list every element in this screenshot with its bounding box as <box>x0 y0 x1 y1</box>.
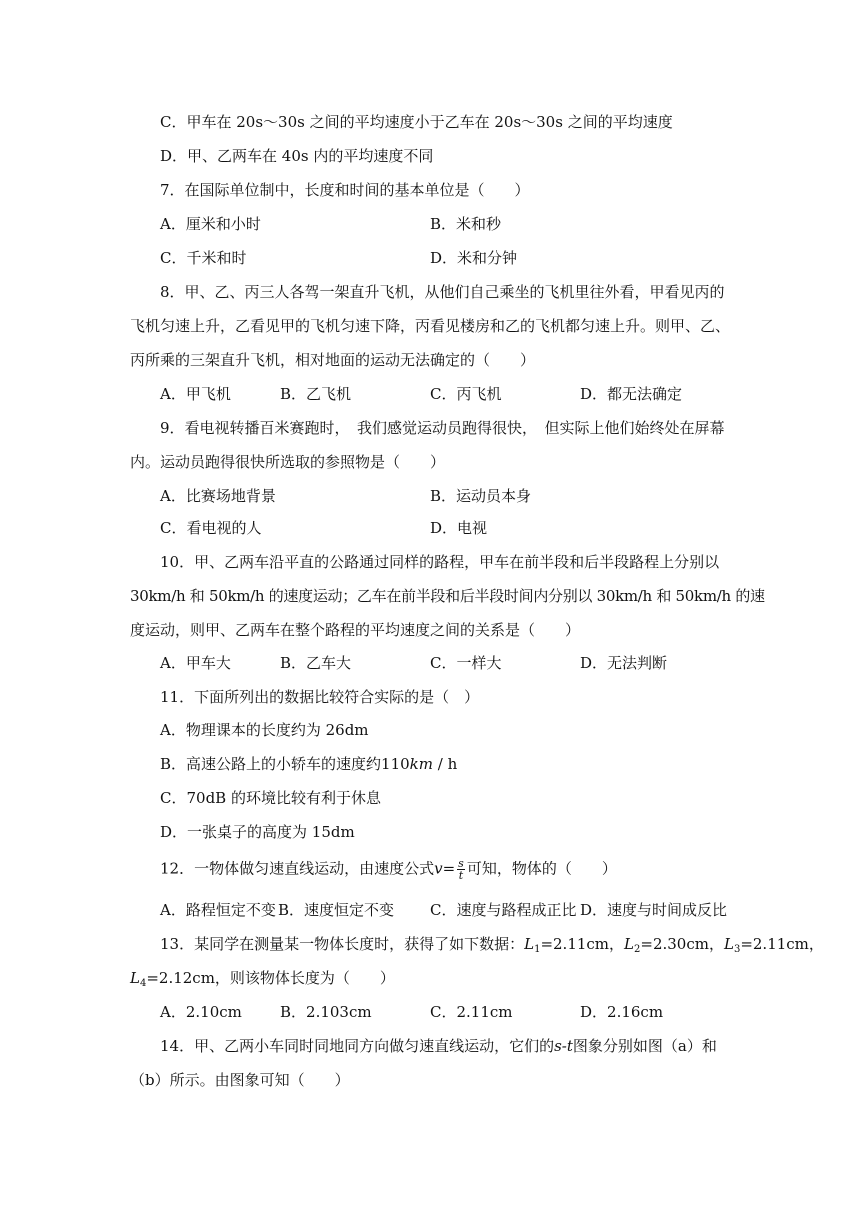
q7-option-c: C．千米和时 <box>160 249 247 267</box>
q6-option-d: D．甲、乙两车在 40s 内的平均速度不同 <box>160 147 434 165</box>
q10-option-c: C．一样大 <box>430 654 502 672</box>
q13-l3-sub: 3 <box>733 944 741 955</box>
q12-formula-numerator: s <box>458 857 464 870</box>
q13-l2-val: =2.30cm， <box>640 935 724 953</box>
q14-stem-line2: （b）所示。由图象可知（ ） <box>130 1071 350 1089</box>
q12-option-a: A．路程恒定不变 <box>160 901 276 919</box>
q11-option-b-unit: km <box>409 755 433 773</box>
q8-stem-line1: 8．甲、乙、丙三人各驾一架直升飞机，从他们自己乘坐的飞机里往外看，甲看见丙的 <box>160 283 725 301</box>
q14-stem-pre: 14．甲、乙两小车同时同地同方向做匀速直线运动，它们的 <box>160 1037 555 1055</box>
q11-option-b-unit-rest: / h <box>432 755 458 773</box>
q13-l3-val: =2.11cm， <box>740 935 824 953</box>
q7-option-a: A．厘米和小时 <box>160 215 261 233</box>
q9-stem-line1: 9．看电视转播百米赛跑时， 我们感觉运动员跑得很快， 但实际上他们始终处在屏幕 <box>160 419 725 437</box>
q13-l1-val: =2.11cm， <box>540 935 625 953</box>
q10-option-a: A．甲车大 <box>160 654 231 672</box>
q9-stem-line2: 内。运动员跑得很快所选取的参照物是（ ） <box>130 453 446 471</box>
q12-formula-denominator: t <box>458 869 464 882</box>
q10-stem-line1: 10．甲、乙两车沿平直的公路通过同样的路程，甲车在前半段和后半段路程上分别以 <box>160 553 720 571</box>
q13-l4-sub: 4 <box>139 978 147 989</box>
q13-l1: L <box>524 935 535 953</box>
q13-option-b: B．2.103cm <box>280 1003 372 1021</box>
q13-l2-sub: 2 <box>634 944 641 955</box>
q13-l3: L <box>723 935 734 953</box>
q9-option-a: A．比赛场地背景 <box>160 487 276 505</box>
q8-stem-line3: 丙所乘的三架直升飞机，相对地面的运动无法确定的（ ） <box>130 351 536 369</box>
q12-stem <box>160 858 617 881</box>
q9-option-d: D．电视 <box>430 519 488 537</box>
q12-formula-fraction <box>457 858 465 881</box>
q12-formula-eq: = <box>442 859 456 878</box>
q10-stem-line2: 30km/h 和 50km/h 的速度运动；乙车在前半段和后半段时间内分别以 30km/h 和 50km/h 的速 <box>130 587 765 605</box>
q13-stem-line1 <box>160 934 824 960</box>
q11-option-c: C．70dB 的环境比较有利于休息 <box>160 789 381 807</box>
q8-option-a: A．甲飞机 <box>160 385 231 403</box>
q6-option-c: C．甲车在 20s～30s 之间的平均速度小于乙车在 20s～30s 之间的平均速度 <box>160 113 673 131</box>
q8-option-d: D．都无法确定 <box>580 385 683 403</box>
q13-l1-sub: 1 <box>534 944 541 955</box>
q14-stem-line1 <box>160 1036 717 1056</box>
q11-stem: 11．下面所列出的数据比较符合实际的是（ ） <box>160 688 480 706</box>
q11-option-a: A．物理课本的长度约为 26dm <box>160 721 369 739</box>
q12-formula-v: v <box>434 859 443 878</box>
q12-stem-pre: 12．一物体做匀速直线运动，由速度公式 <box>160 859 435 878</box>
q7-option-b: B．米和秒 <box>430 215 502 233</box>
q14-st: s-t <box>554 1037 573 1055</box>
q10-stem-line3: 度运动，则甲、乙两车在整个路程的平均速度之间的关系是（ ） <box>130 621 581 639</box>
q7-option-d: D．米和分钟 <box>430 249 518 267</box>
q12-option-b: B．速度恒定不变 <box>278 901 395 919</box>
q13-stem-pre: 13．某同学在测量某一物体长度时，获得了如下数据： <box>160 935 525 953</box>
q13-l2: L <box>624 935 634 953</box>
q11-option-b <box>160 754 457 774</box>
q13-option-d: D．2.16cm <box>580 1003 664 1021</box>
q13-l4: L <box>130 969 140 987</box>
q11-option-d: D．一张桌子的高度为 15dm <box>160 823 355 841</box>
q11-option-b-text: B．高速公路上的小轿车的速度约110 <box>160 755 410 773</box>
q8-stem-line2: 飞机匀速上升，乙看见甲的飞机匀速下降，丙看见楼房和乙的飞机都匀速上升。则甲、乙、 <box>130 317 731 335</box>
q8-option-c: C．丙飞机 <box>430 385 502 403</box>
q14-stem-post: 图象分别如图（a）和 <box>572 1037 717 1055</box>
q13-stem-line2 <box>130 968 395 994</box>
q7-stem: 7．在国际单位制中，长度和时间的基本单位是（ ） <box>160 181 530 199</box>
q10-option-b: B．乙车大 <box>280 654 352 672</box>
q9-option-b: B．运动员本身 <box>430 487 532 505</box>
q9-option-c: C．看电视的人 <box>160 519 262 537</box>
q13-stem-post: =2.12cm，则该物体长度为（ ） <box>146 969 395 987</box>
q13-option-c: C．2.11cm <box>430 1003 513 1021</box>
q12-stem-post: 可知，物体的（ ） <box>466 859 617 878</box>
q10-option-d: D．无法判断 <box>580 654 668 672</box>
q13-option-a: A．2.10cm <box>160 1003 242 1021</box>
q12-option-d: D．速度与时间成反比 <box>580 901 728 919</box>
q8-option-b: B．乙飞机 <box>280 385 352 403</box>
q12-option-c: C．速度与路程成正比 <box>430 901 577 919</box>
